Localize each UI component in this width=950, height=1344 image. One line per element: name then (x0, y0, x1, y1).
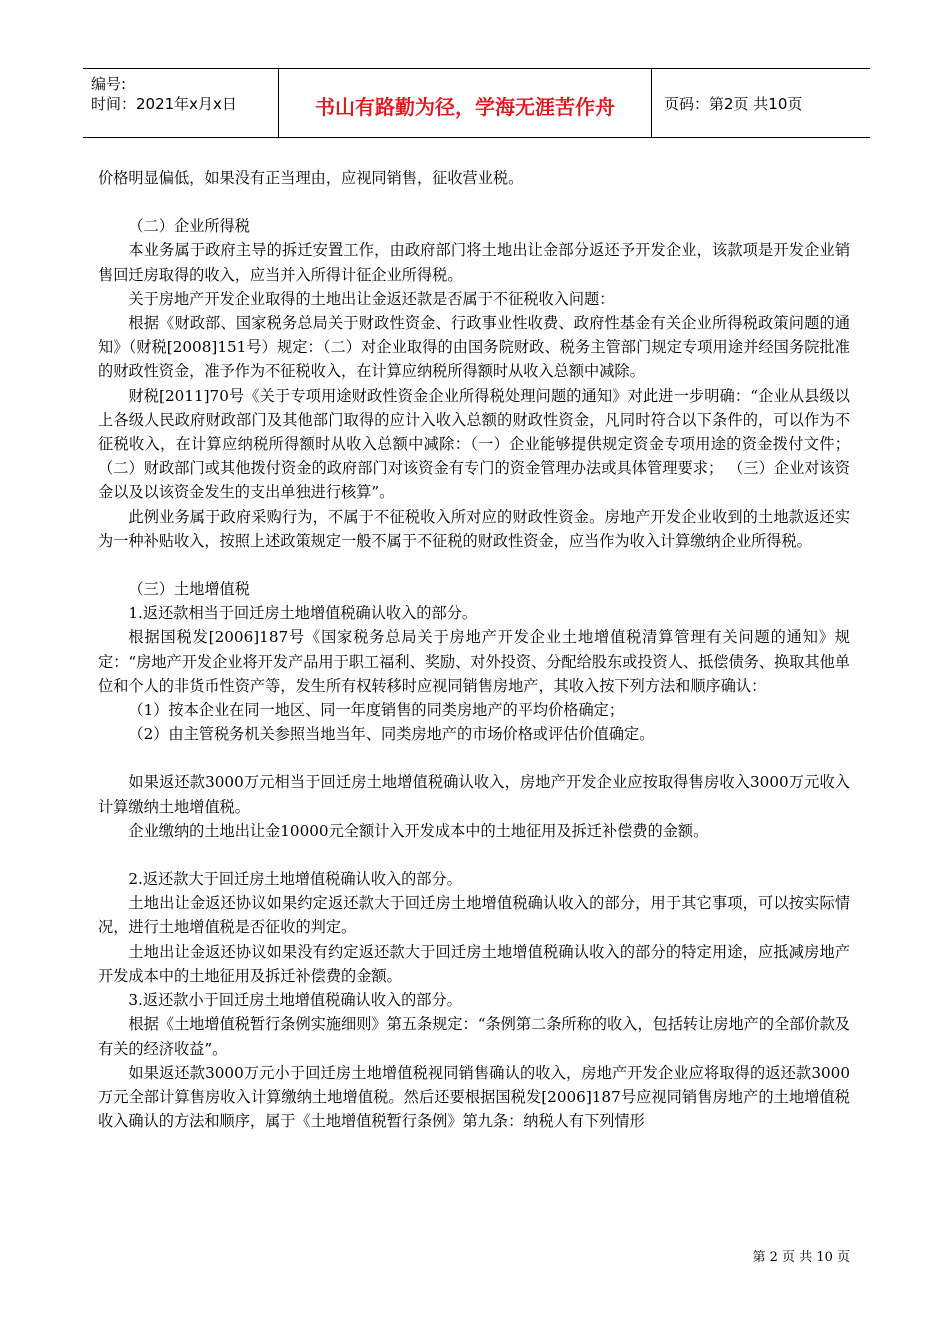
header-page-info: 页码：第2页 共10页 (664, 95, 803, 113)
paragraph-gap (98, 746, 850, 770)
paragraph: 根据国税发[2006]187号《国家税务总局关于房地产开发企业土地增值税清算管理有关问题的通知》规定：“房地产开发企业将开发产品用于职工福利、奖励、对外投资、分配给股东或投资人、抵偿债务、换取其他单位和个人的非货币性资产等，发生所有权转移时应视同销售房地产，其收入按下列方法和顺序确认： (98, 628, 850, 695)
paragraph-gap (98, 553, 850, 577)
header-page-cell (652, 69, 870, 137)
paragraph: 如果返还款3000万元小于回迁房土地增值税视同销售确认的收入，房地产开发企业应将取得的返还款3000万元全部计算售房收入计算缴纳土地增值税。然后还要根据国税发[2006]187号应视同销售房地产的土地增值税收入确认的方法和顺序，属于《土地增值税暂行条例》第九条：纳税人有下列情形 (98, 1063, 850, 1131)
paragraph: 财税[2011]70号《关于专项用途财政性资金企业所得税处理问题的通知》对此进一步明确：“企业从县级以上各级人民政府财政部门及其他部门取得的应计入收入总额的财政性资金，凡同时符合以下条件的，可以作为不征税收入，在计算应纳税所得额时从收入总额中减除：（一）企业能够提供规定资金专项用途的资金拨付文件； （二）财政部门或其他拨付资金的政府部门对该资金有专门的资金管理办法或具体管理要求； （三）企业对该资金以及以该资金发生的支出单独进行核算”。 (98, 386, 850, 502)
page-footer: 第 2 页 共 10 页 (752, 1250, 850, 1265)
paragraph: 2.返还款大于回迁房土地增值税确认收入的部分。 (128, 870, 462, 889)
header-meta-cell (83, 69, 279, 137)
paragraph: 此例业务属于政府采购行为，不属于不征税收入所对应的财政性资金。房地产开发企业收到的土地款返还实为一种补贴收入，按照上述政策规定一般不属于不征税的财政性资金，应当作为收入计算缴纳企业所得税。 (98, 507, 850, 550)
document-date: 时间：2021年x月x日 (91, 95, 237, 113)
paragraph: 土地出让金返还协议如果约定返还款大于回迁房土地增值税确认收入的部分，用于其它事项，可以按实际情况，进行土地增值税是否征收的判定。 (98, 894, 850, 937)
header-motto: 书山有路勤为径，学海无涯苦作舟 (315, 95, 615, 119)
section-heading: （三）土地增值税 (128, 580, 250, 599)
paragraph: 根据《财政部、国家税务总局关于财政性资金、行政事业性收费、政府性基金有关企业所得税政策问题的通知》（财税[2008]151号）规定：（二）对企业取得的由国务院财政、税务主管部门规定专项用途并经国务院批准的财政性资金，准予作为不征税收入，在计算应纳税所得额时从收入总额中减除。 (98, 314, 850, 381)
paragraph: 关于房地产开发企业取得的土地出让金返还款是否属于不征税收入问题： (128, 289, 615, 308)
paragraph: 1.返还款相当于回迁房土地增值税确认收入的部分。 (128, 604, 478, 623)
paragraph-gap (98, 190, 850, 214)
paragraph: 企业缴纳的土地出让金10000元全额计入开发成本中的土地征用及拆迁补偿费的金额。 (128, 821, 709, 840)
paragraph: 本业务属于政府主导的拆迁安置工作，由政府部门将土地出让金部分返还予开发企业，该款项是开发企业销售回迁房取得的收入，应当并入所得计征企业所得税。 (98, 241, 850, 284)
paragraph: 价格明显偏低，如果没有正当理由，应视同销售，征收营业税。 (98, 169, 524, 187)
list-item: （2）由主管税务机关参照当地当年、同类房地产的市场价格或评估价值确定。 (128, 725, 655, 744)
paragraph: 土地出让金返还协议如果没有约定返还款大于回迁房土地增值税确认收入的部分的特定用途，应抵减房地产开发成本中的土地征用及拆迁补偿费的金额。 (98, 942, 850, 985)
paragraph-gap (98, 843, 850, 867)
paragraph: 3.返还款小于回迁房土地增值税确认收入的部分。 (128, 991, 462, 1010)
list-item: （1）按本企业在同一地区、同一年度销售的同类房地产的平均价格确定； (128, 701, 625, 720)
header-motto-cell (279, 69, 652, 137)
page-header (83, 68, 870, 138)
document-number-label: 编号: (91, 75, 127, 93)
paragraph: 根据《土地增值税暂行条例实施细则》第五条规定：“条例第二条所称的收入，包括转让房地产的全部价款及有关的经济收益”。 (98, 1015, 850, 1058)
paragraph: 如果返还款3000万元相当于回迁房土地增值税确认收入，房地产开发企业应按取得售房收入3000万元收入计算缴纳土地增值税。 (98, 773, 850, 816)
section-heading: （二）企业所得税 (128, 217, 250, 236)
document-body (98, 166, 850, 1133)
